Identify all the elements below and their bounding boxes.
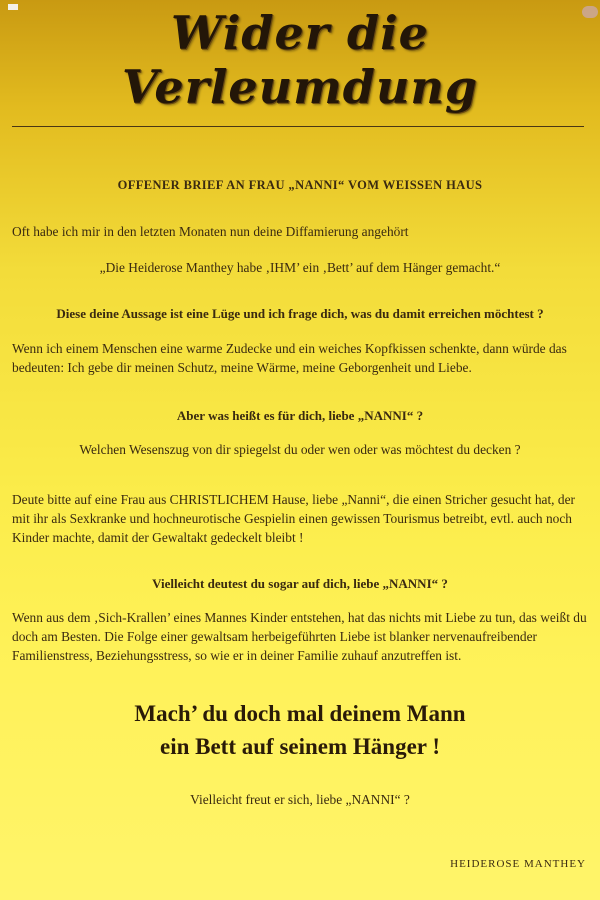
paragraph-blanket: Wenn ich einem Menschen eine warme Zudecke und ein weiches Kopfkissen schenkte, dann würde das bedeuten: Ich gebe dir meinen Schutz, meine Wärme, meine Geborgenheit und Liebe. (12, 341, 567, 375)
paragraph-self: Vielleicht deutest du sogar auf dich, liebe „NANNI“ ? (152, 576, 448, 591)
paragraph-trait: Welchen Wesenszug von dir spiegelst du oder wen oder was möchtest du decken ? (79, 442, 521, 457)
paragraph-question: Aber was heißt es für dich, liebe „NANNI“ ? (176, 408, 424, 423)
headline-line-1: Mach’ du doch mal deinem Mann (134, 701, 466, 726)
title-divider (12, 126, 584, 127)
letter-heading: OFFENER BRIEF AN FRAU „NANNI“ VOM WEISSEN HAUS (117, 178, 483, 192)
page-title: Wider die Verleumdung (121, 6, 479, 114)
signature: HEIDEROSE MANTHEY (450, 858, 586, 870)
paragraph-accusation: Deute bitte auf eine Frau aus CHRISTLICHEM Hause, liebe „Nanni“, die einen Stricher gesucht hat, der mit ihr als Sexkranke und hochneurotische Gespielin einen gewissen Tourismus betreibt, evtl. auch noch Kinder machte, damit der Gewaltakt gedeckelt bleibt ! (12, 492, 575, 545)
paragraph-consequence: Wenn aus dem ‚Sich-Krallen’ eines Mannes Kinder entstehen, hat das nichts mit Liebe zu tun, das weißt du doch am Besten. Die Folge einer gewaltsam herbeigeführten Liebe ist blanker nervenaufreibender Familienstress, Beziehungsstress, so wie er in deiner Familie zuhauf anzutreffen ist. (12, 610, 587, 663)
headline-line-2: ein Bett auf seinem Hänger ! (159, 734, 440, 759)
paragraph-lie: Diese deine Aussage ist eine Lüge und ich frage dich, was du damit erreichen möchtest ? (56, 306, 544, 321)
paragraph-closing: Vielleicht freut er sich, liebe „NANNI“ ? (190, 792, 410, 807)
paragraph-intro: Oft habe ich mir in den letzten Monaten nun deine Diffamierung angehört (12, 224, 409, 239)
quote: „Die Heiderose Manthey habe ‚IHM’ ein ‚Bett’ auf dem Hänger gemacht.“ (99, 260, 501, 275)
